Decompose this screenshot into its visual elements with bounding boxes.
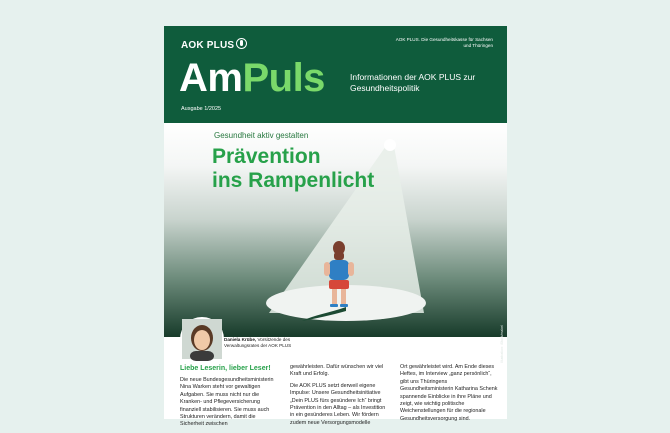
person-shirt [329, 260, 349, 280]
salutation: Liebe Leserin, lieber Leser! [180, 365, 271, 372]
text-column-3 [400, 364, 498, 427]
title-puls: Puls [242, 56, 325, 100]
aok-plus-logo [181, 38, 247, 51]
paragraph: Die neue Bundesgesundheitsministerin Nina Warken steht vor gewaltigen Aufgaben. Sie muss nicht nur die Kranken- und Pflegeversicherung finanziell stabilisieren. Sie muss auch Strukturen verändern, damit die Sicherheit zwischen [180, 377, 274, 428]
spotlight-lamp [384, 139, 396, 151]
person-ponytail [334, 252, 344, 260]
text-column-1 [180, 364, 278, 433]
person-left-arm [324, 262, 330, 276]
paragraph: Ort gewährleistet wird. Am Ende dieses Heftes, im Interview „ganz persönlich“, gibt uns Thüringens Gesundheitsministerin Katharina Schenk spannende Einblicke in ihre Pläne und zeigt, wie wichtig politische Weichenstellungen für die regionale Gesundheitsversorgung sind. [400, 364, 498, 422]
author-caption [224, 337, 309, 349]
person-left-shoe [330, 304, 338, 307]
author-role: Vorsitzende des Verwaltungsrates der AOK PLUS [224, 337, 292, 348]
editorial-text [180, 364, 500, 428]
magazine-subtitle: Informationen der AOK PLUS zur Gesundheitspolitik [350, 72, 476, 93]
person-left-leg [332, 289, 337, 305]
title-am: Am [179, 56, 243, 100]
magazine-title [179, 56, 325, 100]
person-shorts [329, 280, 349, 289]
cover-header [164, 26, 507, 123]
tagline: AOK PLUS. Die Gesundheitskasse für Sachsen und Thüringen [395, 37, 493, 48]
paragraph: gewährleisten. Dafür wünschen wir viel Kraft und Erfolg. [290, 364, 384, 378]
headline-line-1: Prävention [212, 145, 321, 168]
text-column-2 [290, 364, 388, 431]
issue-number: Ausgabe 1/2025 [181, 106, 222, 112]
magazine-cover [164, 26, 507, 428]
hero-headline [212, 145, 374, 193]
author-portrait [180, 317, 224, 361]
person-right-leg [341, 289, 346, 305]
aok-tree-icon [236, 38, 247, 49]
paragraph: Die AOK PLUS setzt derweil eigene Impulse: Unsere Gesundheitsinitiative „Dein PLUS fürs gesündere Ich“ bringt Prävention in den Alltag – als Investition in ein gesünderes Leben. Wir fördern zudem neue Versorgungsmodelle [290, 382, 386, 426]
hero-kicker: Gesundheit aktiv gestalten [214, 131, 309, 140]
author-name: Daniela Krübe, [224, 337, 257, 342]
person-right-arm [348, 262, 354, 276]
person-right-shoe [340, 304, 348, 307]
portrait-drawing [182, 319, 222, 359]
headline-line-2: ins Rampenlicht [212, 169, 375, 192]
logo-text: AOK PLUS [181, 40, 235, 51]
illustration-credit: Illustration: iStock/mabel [500, 325, 504, 363]
